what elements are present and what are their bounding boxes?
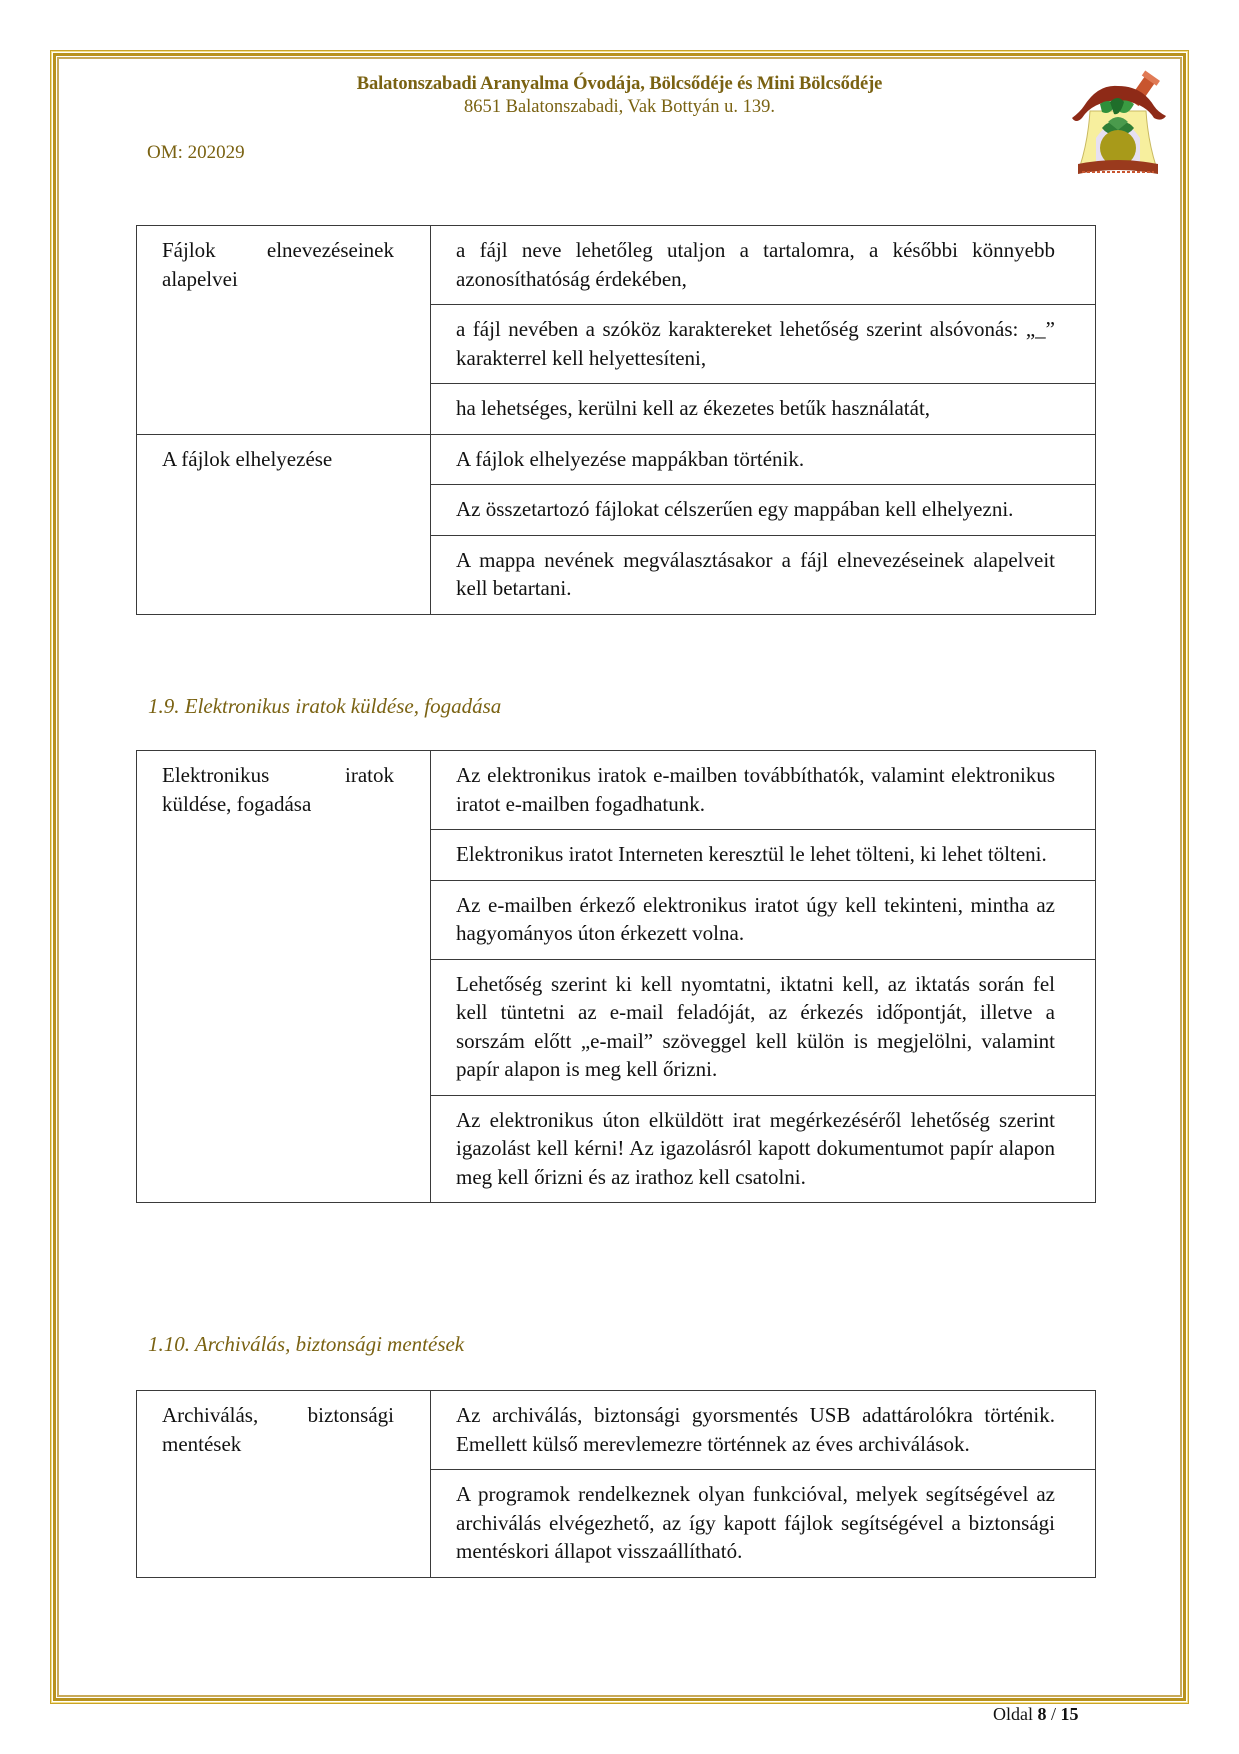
- page-number: [993, 1704, 1079, 1725]
- section-heading-1-9: 1.9. Elektronikus iratok küldése, fogadása: [148, 694, 502, 718]
- row-label: Archiválás, biztonsági mentések: [137, 1391, 431, 1578]
- row-item: a fájl neve lehetőleg utaljon a tartalomra, a későbbi könnyebb azonosíthatóság érdekében,: [431, 226, 1096, 305]
- row-label: A fájlok elhelyezése: [137, 434, 431, 614]
- current-page: 8: [1037, 1704, 1047, 1724]
- row-item: A programok rendelkeznek olyan funkcióval, melyek segítségével az archiválás elvégezhető, az így kapott fájlok segítségével a biztonsági mentéskori állapot visszaállítható.: [431, 1470, 1096, 1578]
- file-rules-table: [136, 225, 1096, 615]
- table-row: [137, 434, 1096, 485]
- row-label: Elektronikus iratok küldése, fogadása: [137, 751, 431, 1203]
- row-item: A mappa nevének megválasztásakor a fájl elnevezéseinek alapelveit kell betartani.: [431, 535, 1096, 614]
- institution-name: Balatonszabadi Aranyalma Óvodája, Bölcsődéje és Mini Bölcsődéje: [356, 74, 883, 94]
- row-item: Az e-mailben érkező elektronikus iratot úgy kell tekinteni, mintha az hagyományos úton érkezett volna.: [431, 880, 1096, 959]
- table-row: [137, 1391, 1096, 1470]
- section-heading-1-10: 1.10. Archiválás, biztonsági mentések: [148, 1332, 465, 1356]
- archive-table: [136, 1390, 1096, 1578]
- row-item: ha lehetséges, kerülni kell az ékezetes betűk használatát,: [431, 384, 1096, 435]
- row-item: Az összetartozó fájlokat célszerűen egy mappában kell elhelyezni.: [431, 485, 1096, 536]
- om-identifier: OM: 202029: [147, 142, 245, 163]
- row-item: A fájlok elhelyezése mappákban történik.: [431, 434, 1096, 485]
- electronic-documents-table: [136, 750, 1096, 1203]
- row-item: a fájl nevében a szóköz karaktereket lehetőség szerint alsóvonás: „_” karakterrel kell helyettesíteni,: [431, 305, 1096, 384]
- total-pages: 15: [1060, 1704, 1079, 1724]
- page-label: Oldal: [993, 1704, 1033, 1724]
- row-item: Az elektronikus úton elküldött irat megérkezéséről lehetőség szerint igazolást kell kérni! Az igazolásról kapott dokumentumot papír alapon meg kell őrizni és az irathoz kell csatolni.: [431, 1095, 1096, 1203]
- table-row: [137, 751, 1096, 830]
- institution-address: 8651 Balatonszabadi, Vak Bottyán u. 139.: [463, 97, 776, 117]
- row-item: Lehetőség szerint ki kell nyomtatni, iktatni kell, az iktatás során fel kell tüntetni az e-mail feladóját, az érkezés időpontját, illetve a sorszám előtt „e-mail” szöveggel kell külön is megjelölni, valamint papír alapon is meg kell őrizni.: [431, 959, 1096, 1095]
- table-row: [137, 226, 1096, 305]
- page-separator: /: [1051, 1704, 1057, 1724]
- row-label: Fájlok elnevezéseinek alapelvei: [137, 226, 431, 435]
- row-item: Elektronikus iratot Interneten keresztül le lehet tölteni, ki lehet tölteni.: [431, 830, 1096, 881]
- kindergarten-logo-icon: [1058, 66, 1178, 186]
- row-item: Az elektronikus iratok e-mailben továbbíthatók, valamint elektronikus iratot e-mailben fogadhatunk.: [431, 751, 1096, 830]
- row-item: Az archiválás, biztonsági gyorsmentés USB adattárolókra történik. Emellett külső merevlemezre történnek az éves archiválások.: [431, 1391, 1096, 1470]
